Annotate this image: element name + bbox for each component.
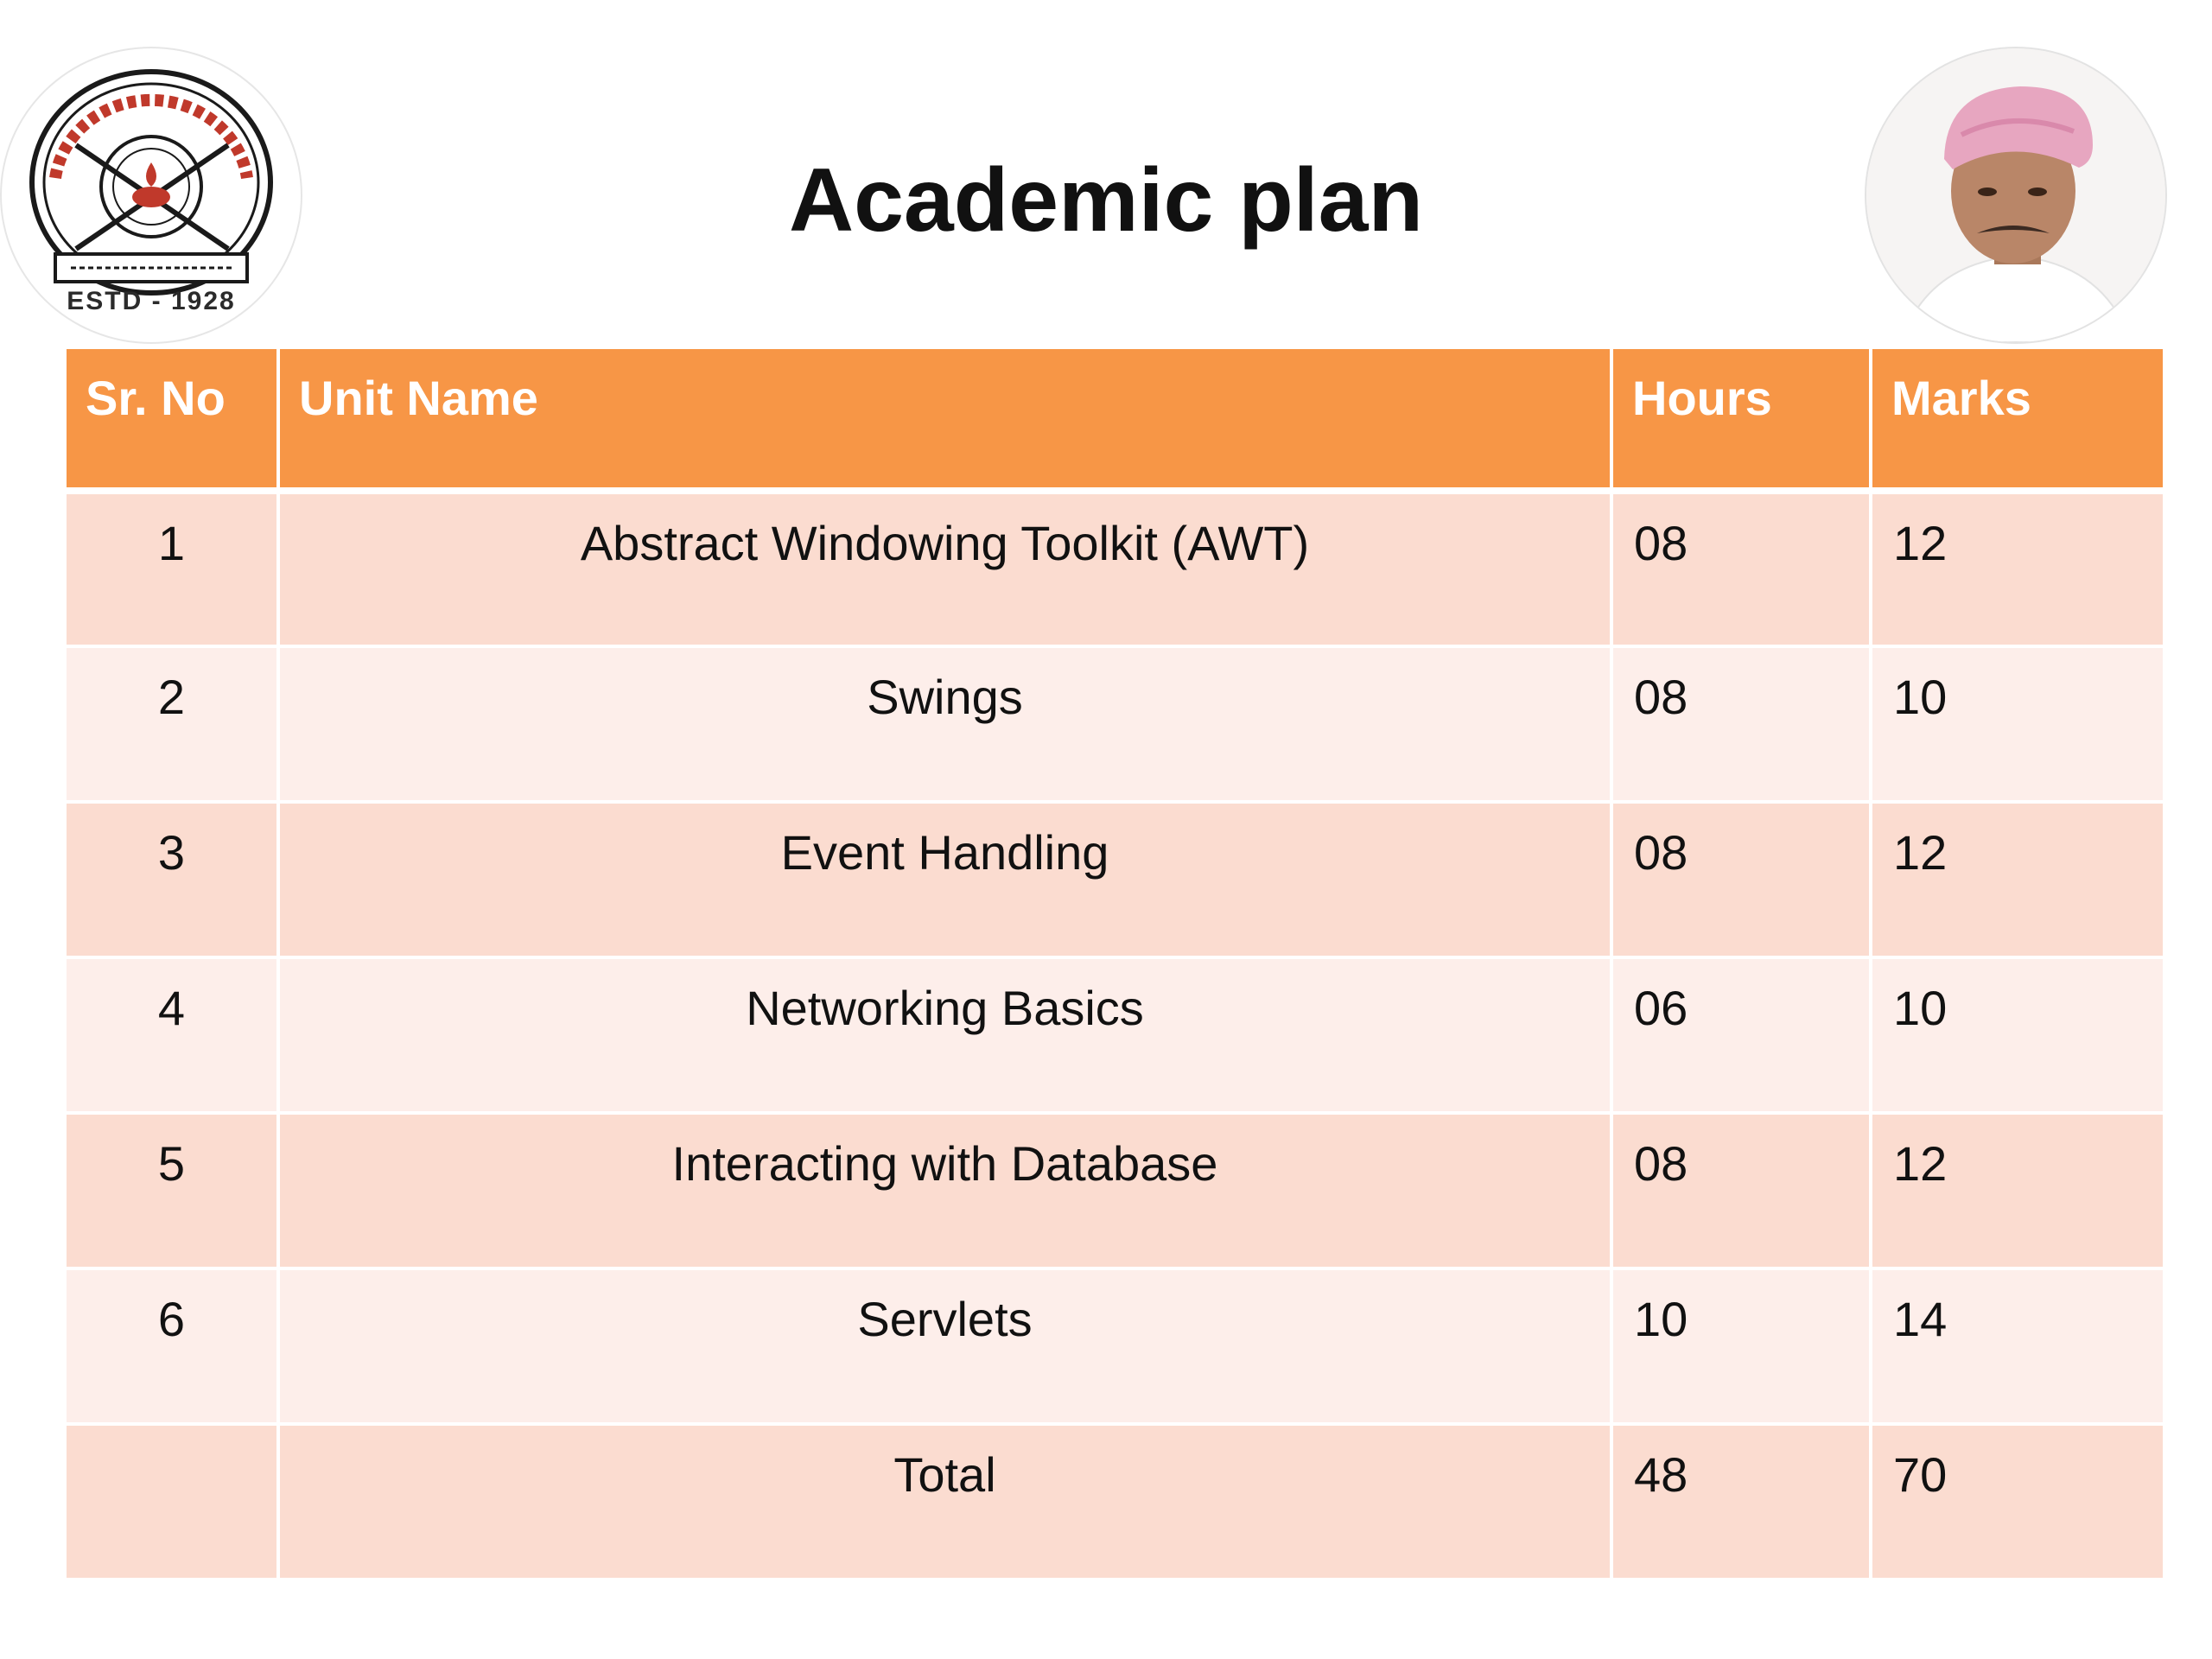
- header-sr-no: Sr. No: [65, 347, 278, 491]
- cell-total-hours: 48: [1611, 1424, 1871, 1580]
- founder-portrait: [1866, 48, 2165, 342]
- cell-marks: 12: [1871, 802, 2164, 957]
- academic-plan-table: [63, 346, 2166, 1581]
- header-marks: Marks: [1871, 347, 2164, 491]
- cell-sr: 2: [65, 646, 278, 802]
- table-total-row: [65, 1424, 2164, 1580]
- cell-sr: 6: [65, 1268, 278, 1424]
- table-row: [65, 1113, 2164, 1268]
- cell-sr: 1: [65, 491, 278, 646]
- cell-hours: 10: [1611, 1268, 1871, 1424]
- cell-total-marks: 70: [1871, 1424, 2164, 1580]
- cell-hours: 08: [1611, 491, 1871, 646]
- cell-sr: 3: [65, 802, 278, 957]
- cell-marks: 14: [1871, 1268, 2164, 1424]
- cell-unit: Networking Basics: [278, 957, 1611, 1113]
- header-unit-name: Unit Name: [278, 347, 1611, 491]
- cell-hours: 08: [1611, 802, 1871, 957]
- cell-marks: 12: [1871, 491, 2164, 646]
- cell-sr: 5: [65, 1113, 278, 1268]
- table-row: [65, 802, 2164, 957]
- cell-total-label: Total: [278, 1424, 1611, 1580]
- header-hours: Hours: [1611, 347, 1871, 491]
- slide-title: Academic plan: [788, 150, 1424, 251]
- cell-sr: [65, 1424, 278, 1580]
- cell-marks: 12: [1871, 1113, 2164, 1268]
- logo-estd-text: ESTD - 1928: [67, 287, 236, 315]
- cell-marks: 10: [1871, 646, 2164, 802]
- cell-hours: 06: [1611, 957, 1871, 1113]
- cell-sr: 4: [65, 957, 278, 1113]
- cell-unit: Swings: [278, 646, 1611, 802]
- table-header-row: [65, 347, 2164, 491]
- cell-hours: 08: [1611, 1113, 1871, 1268]
- portrait-icon: [1866, 48, 2165, 342]
- table-row: [65, 957, 2164, 1113]
- cell-hours: 08: [1611, 646, 1871, 802]
- cell-marks: 10: [1871, 957, 2164, 1113]
- table-row: [65, 491, 2164, 646]
- cell-unit: Servlets: [278, 1268, 1611, 1424]
- cell-unit: Event Handling: [278, 802, 1611, 957]
- cell-unit: Abstract Windowing Toolkit (AWT): [278, 491, 1611, 646]
- table-row: [65, 646, 2164, 802]
- table-row: [65, 1268, 2164, 1424]
- cell-unit: Interacting with Database: [278, 1113, 1611, 1268]
